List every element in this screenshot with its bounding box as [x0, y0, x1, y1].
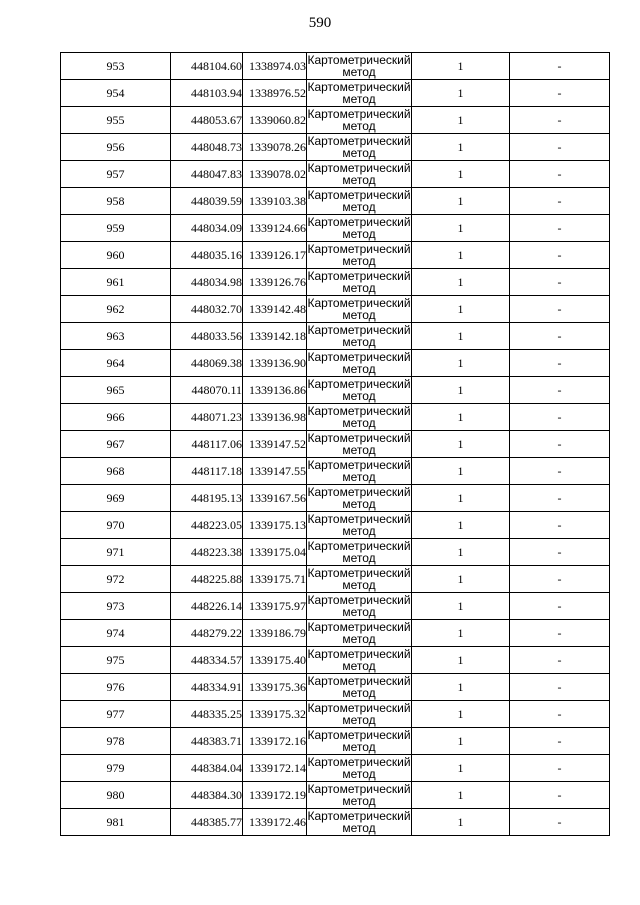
method-line-1: Картометрический	[307, 80, 411, 94]
accuracy-cell: 1	[412, 512, 510, 539]
x-coordinate-cell: 448033.56	[171, 323, 243, 350]
note-cell: -	[510, 431, 610, 458]
x-coordinate-cell: 448223.38	[171, 539, 243, 566]
point-number-cell: 963	[61, 323, 171, 350]
method-line-1: Картометрический	[307, 620, 411, 634]
method-cell	[307, 701, 412, 728]
x-coordinate-cell: 448047.83	[171, 161, 243, 188]
note-cell: -	[510, 485, 610, 512]
table-row	[61, 269, 610, 296]
accuracy-cell: 1	[412, 431, 510, 458]
y-coordinate-cell: 1339172.16	[243, 728, 307, 755]
method-line-1: Картометрический	[307, 296, 411, 310]
y-coordinate-cell: 1339078.26	[243, 134, 307, 161]
x-coordinate-cell: 448103.94	[171, 80, 243, 107]
accuracy-cell: 1	[412, 377, 510, 404]
table-row	[61, 242, 610, 269]
x-coordinate-cell: 448225.88	[171, 566, 243, 593]
note-cell: -	[510, 134, 610, 161]
method-line-2: метод	[342, 578, 376, 592]
method-line-2: метод	[342, 470, 376, 484]
point-number-cell: 973	[61, 593, 171, 620]
method-cell	[307, 620, 412, 647]
accuracy-cell: 1	[412, 485, 510, 512]
y-coordinate-cell: 1339126.76	[243, 269, 307, 296]
point-number-cell: 978	[61, 728, 171, 755]
x-coordinate-cell: 448117.06	[171, 431, 243, 458]
point-number-cell: 960	[61, 242, 171, 269]
accuracy-cell: 1	[412, 323, 510, 350]
x-coordinate-cell: 448048.73	[171, 134, 243, 161]
method-cell	[307, 647, 412, 674]
note-cell: -	[510, 620, 610, 647]
accuracy-cell: 1	[412, 620, 510, 647]
x-coordinate-cell: 448226.14	[171, 593, 243, 620]
method-line-2: метод	[342, 659, 376, 673]
coordinates-table	[60, 52, 610, 836]
y-coordinate-cell: 1339172.14	[243, 755, 307, 782]
method-line-1: Картометрический	[307, 404, 411, 418]
table-row	[61, 620, 610, 647]
method-cell	[307, 134, 412, 161]
note-cell: -	[510, 809, 610, 836]
method-line-1: Картометрический	[307, 755, 411, 769]
method-line-1: Картометрический	[307, 512, 411, 526]
method-line-2: метод	[342, 740, 376, 754]
x-coordinate-cell: 448070.11	[171, 377, 243, 404]
x-coordinate-cell: 448034.09	[171, 215, 243, 242]
method-cell	[307, 296, 412, 323]
table-row	[61, 323, 610, 350]
table-row	[61, 593, 610, 620]
y-coordinate-cell: 1339142.48	[243, 296, 307, 323]
x-coordinate-cell: 448384.30	[171, 782, 243, 809]
accuracy-cell: 1	[412, 242, 510, 269]
method-cell	[307, 188, 412, 215]
method-line-2: метод	[342, 254, 376, 268]
y-coordinate-cell: 1339172.46	[243, 809, 307, 836]
method-line-1: Картометрический	[307, 647, 411, 661]
y-coordinate-cell: 1339175.32	[243, 701, 307, 728]
point-number-cell: 971	[61, 539, 171, 566]
table-row	[61, 53, 610, 80]
point-number-cell: 966	[61, 404, 171, 431]
method-cell	[307, 485, 412, 512]
table-row	[61, 296, 610, 323]
accuracy-cell: 1	[412, 53, 510, 80]
method-line-2: метод	[342, 119, 376, 133]
table-row	[61, 701, 610, 728]
y-coordinate-cell: 1339175.40	[243, 647, 307, 674]
accuracy-cell: 1	[412, 701, 510, 728]
note-cell: -	[510, 242, 610, 269]
y-coordinate-cell: 1339175.71	[243, 566, 307, 593]
accuracy-cell: 1	[412, 458, 510, 485]
method-line-2: метод	[342, 200, 376, 214]
note-cell: -	[510, 512, 610, 539]
method-cell	[307, 566, 412, 593]
note-cell: -	[510, 728, 610, 755]
table-row	[61, 188, 610, 215]
method-line-2: метод	[342, 794, 376, 808]
table-row	[61, 377, 610, 404]
table-row	[61, 134, 610, 161]
method-line-1: Картометрический	[307, 323, 411, 337]
x-coordinate-cell: 448335.25	[171, 701, 243, 728]
x-coordinate-cell: 448039.59	[171, 188, 243, 215]
x-coordinate-cell: 448071.23	[171, 404, 243, 431]
point-number-cell: 953	[61, 53, 171, 80]
method-line-2: метод	[342, 92, 376, 106]
method-cell	[307, 512, 412, 539]
method-cell	[307, 593, 412, 620]
point-number-cell: 970	[61, 512, 171, 539]
note-cell: -	[510, 404, 610, 431]
y-coordinate-cell: 1339175.13	[243, 512, 307, 539]
y-coordinate-cell: 1339078.02	[243, 161, 307, 188]
point-number-cell: 957	[61, 161, 171, 188]
accuracy-cell: 1	[412, 350, 510, 377]
point-number-cell: 974	[61, 620, 171, 647]
method-line-1: Картометрический	[307, 107, 411, 121]
point-number-cell: 969	[61, 485, 171, 512]
x-coordinate-cell: 448069.38	[171, 350, 243, 377]
method-line-1: Картометрический	[307, 485, 411, 499]
method-line-1: Картометрический	[307, 161, 411, 175]
method-line-2: метод	[342, 308, 376, 322]
x-coordinate-cell: 448334.91	[171, 674, 243, 701]
method-cell	[307, 242, 412, 269]
x-coordinate-cell: 448385.77	[171, 809, 243, 836]
table-row	[61, 107, 610, 134]
table-row	[61, 809, 610, 836]
method-line-2: метод	[342, 767, 376, 781]
table-row	[61, 80, 610, 107]
method-line-2: метод	[342, 416, 376, 430]
method-line-1: Картометрический	[307, 728, 411, 742]
table-row	[61, 512, 610, 539]
method-cell	[307, 431, 412, 458]
note-cell: -	[510, 458, 610, 485]
point-number-cell: 975	[61, 647, 171, 674]
y-coordinate-cell: 1339186.79	[243, 620, 307, 647]
note-cell: -	[510, 647, 610, 674]
accuracy-cell: 1	[412, 809, 510, 836]
point-number-cell: 965	[61, 377, 171, 404]
method-line-1: Картометрический	[307, 701, 411, 715]
table-row	[61, 755, 610, 782]
accuracy-cell: 1	[412, 539, 510, 566]
note-cell: -	[510, 701, 610, 728]
point-number-cell: 981	[61, 809, 171, 836]
method-line-1: Картометрический	[307, 53, 411, 67]
method-line-2: метод	[342, 281, 376, 295]
table-body	[61, 53, 610, 836]
point-number-cell: 976	[61, 674, 171, 701]
accuracy-cell: 1	[412, 269, 510, 296]
note-cell: -	[510, 782, 610, 809]
point-number-cell: 979	[61, 755, 171, 782]
method-cell	[307, 404, 412, 431]
method-cell	[307, 269, 412, 296]
note-cell: -	[510, 161, 610, 188]
note-cell: -	[510, 377, 610, 404]
method-line-2: метод	[342, 605, 376, 619]
y-coordinate-cell: 1338976.52	[243, 80, 307, 107]
y-coordinate-cell: 1339126.17	[243, 242, 307, 269]
accuracy-cell: 1	[412, 566, 510, 593]
y-coordinate-cell: 1339142.18	[243, 323, 307, 350]
accuracy-cell: 1	[412, 80, 510, 107]
method-line-2: метод	[342, 65, 376, 79]
accuracy-cell: 1	[412, 674, 510, 701]
accuracy-cell: 1	[412, 404, 510, 431]
point-number-cell: 962	[61, 296, 171, 323]
method-line-1: Картометрический	[307, 566, 411, 580]
method-line-1: Картометрический	[307, 188, 411, 202]
point-number-cell: 959	[61, 215, 171, 242]
method-cell	[307, 539, 412, 566]
y-coordinate-cell: 1339175.04	[243, 539, 307, 566]
note-cell: -	[510, 296, 610, 323]
y-coordinate-cell: 1339147.55	[243, 458, 307, 485]
table-row	[61, 566, 610, 593]
y-coordinate-cell: 1339136.98	[243, 404, 307, 431]
point-number-cell: 968	[61, 458, 171, 485]
x-coordinate-cell: 448117.18	[171, 458, 243, 485]
x-coordinate-cell: 448195.13	[171, 485, 243, 512]
x-coordinate-cell: 448383.71	[171, 728, 243, 755]
table-row	[61, 404, 610, 431]
method-line-1: Картометрический	[307, 377, 411, 391]
method-line-2: метод	[342, 497, 376, 511]
table-row	[61, 674, 610, 701]
method-cell	[307, 350, 412, 377]
method-line-1: Картометрический	[307, 215, 411, 229]
note-cell: -	[510, 107, 610, 134]
table-row	[61, 431, 610, 458]
x-coordinate-cell: 448104.60	[171, 53, 243, 80]
table-row	[61, 728, 610, 755]
accuracy-cell: 1	[412, 728, 510, 755]
y-coordinate-cell: 1339103.38	[243, 188, 307, 215]
method-line-2: метод	[342, 443, 376, 457]
method-line-2: метод	[342, 173, 376, 187]
method-line-2: метод	[342, 821, 376, 835]
accuracy-cell: 1	[412, 296, 510, 323]
method-cell	[307, 755, 412, 782]
note-cell: -	[510, 80, 610, 107]
method-line-1: Картометрический	[307, 269, 411, 283]
y-coordinate-cell: 1339124.66	[243, 215, 307, 242]
method-line-1: Картометрический	[307, 134, 411, 148]
note-cell: -	[510, 755, 610, 782]
y-coordinate-cell: 1339167.56	[243, 485, 307, 512]
table-row	[61, 539, 610, 566]
method-cell	[307, 728, 412, 755]
x-coordinate-cell: 448223.05	[171, 512, 243, 539]
table-row	[61, 215, 610, 242]
note-cell: -	[510, 269, 610, 296]
point-number-cell: 958	[61, 188, 171, 215]
accuracy-cell: 1	[412, 161, 510, 188]
note-cell: -	[510, 539, 610, 566]
y-coordinate-cell: 1339136.86	[243, 377, 307, 404]
table-row	[61, 161, 610, 188]
method-line-2: метод	[342, 146, 376, 160]
method-cell	[307, 809, 412, 836]
note-cell: -	[510, 674, 610, 701]
method-line-2: метод	[342, 713, 376, 727]
method-line-1: Картометрический	[307, 674, 411, 688]
accuracy-cell: 1	[412, 755, 510, 782]
y-coordinate-cell: 1338974.03	[243, 53, 307, 80]
point-number-cell: 955	[61, 107, 171, 134]
note-cell: -	[510, 188, 610, 215]
method-line-2: метод	[342, 686, 376, 700]
method-cell	[307, 674, 412, 701]
point-number-cell: 964	[61, 350, 171, 377]
method-cell	[307, 215, 412, 242]
method-cell	[307, 161, 412, 188]
method-line-1: Картометрический	[307, 782, 411, 796]
method-line-1: Картометрический	[307, 593, 411, 607]
method-cell	[307, 53, 412, 80]
method-line-1: Картометрический	[307, 539, 411, 553]
point-number-cell: 980	[61, 782, 171, 809]
accuracy-cell: 1	[412, 215, 510, 242]
method-cell	[307, 782, 412, 809]
x-coordinate-cell: 448384.04	[171, 755, 243, 782]
method-line-1: Картометрический	[307, 809, 411, 823]
point-number-cell: 967	[61, 431, 171, 458]
accuracy-cell: 1	[412, 647, 510, 674]
point-number-cell: 961	[61, 269, 171, 296]
method-cell	[307, 458, 412, 485]
method-line-2: метод	[342, 227, 376, 241]
x-coordinate-cell: 448034.98	[171, 269, 243, 296]
table-row	[61, 350, 610, 377]
point-number-cell: 954	[61, 80, 171, 107]
y-coordinate-cell: 1339175.97	[243, 593, 307, 620]
x-coordinate-cell: 448032.70	[171, 296, 243, 323]
y-coordinate-cell: 1339147.52	[243, 431, 307, 458]
method-line-1: Картометрический	[307, 458, 411, 472]
x-coordinate-cell: 448279.22	[171, 620, 243, 647]
point-number-cell: 977	[61, 701, 171, 728]
table-row	[61, 458, 610, 485]
table-row	[61, 782, 610, 809]
y-coordinate-cell: 1339060.82	[243, 107, 307, 134]
table-row	[61, 647, 610, 674]
accuracy-cell: 1	[412, 188, 510, 215]
note-cell: -	[510, 53, 610, 80]
method-line-2: метод	[342, 632, 376, 646]
method-line-1: Картометрический	[307, 431, 411, 445]
method-cell	[307, 80, 412, 107]
point-number-cell: 956	[61, 134, 171, 161]
method-cell	[307, 377, 412, 404]
y-coordinate-cell: 1339136.90	[243, 350, 307, 377]
method-line-2: метод	[342, 551, 376, 565]
note-cell: -	[510, 593, 610, 620]
method-line-2: метод	[342, 389, 376, 403]
method-line-2: метод	[342, 362, 376, 376]
accuracy-cell: 1	[412, 593, 510, 620]
note-cell: -	[510, 350, 610, 377]
table-row	[61, 485, 610, 512]
y-coordinate-cell: 1339175.36	[243, 674, 307, 701]
method-line-2: метод	[342, 524, 376, 538]
note-cell: -	[510, 323, 610, 350]
x-coordinate-cell: 448334.57	[171, 647, 243, 674]
point-number-cell: 972	[61, 566, 171, 593]
x-coordinate-cell: 448035.16	[171, 242, 243, 269]
page-number: 590	[308, 15, 332, 31]
accuracy-cell: 1	[412, 134, 510, 161]
method-line-2: метод	[342, 335, 376, 349]
x-coordinate-cell: 448053.67	[171, 107, 243, 134]
method-cell	[307, 323, 412, 350]
accuracy-cell: 1	[412, 782, 510, 809]
method-line-1: Картометрический	[307, 242, 411, 256]
method-cell	[307, 107, 412, 134]
note-cell: -	[510, 566, 610, 593]
accuracy-cell: 1	[412, 107, 510, 134]
method-line-1: Картометрический	[307, 350, 411, 364]
note-cell: -	[510, 215, 610, 242]
y-coordinate-cell: 1339172.19	[243, 782, 307, 809]
